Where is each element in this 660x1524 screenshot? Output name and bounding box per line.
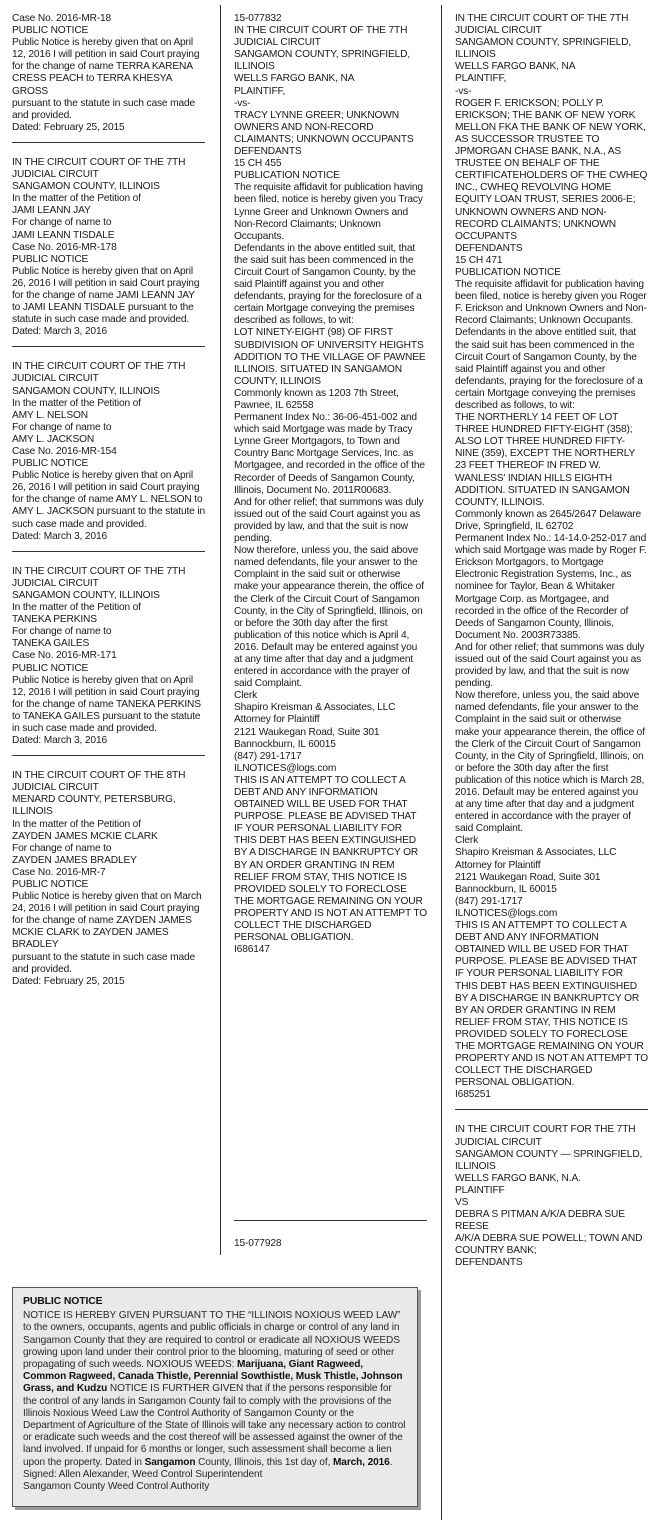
notice-date: March, 2016 xyxy=(333,1456,390,1468)
notice-text: IN THE CIRCUIT COURT OF THE 7TH JUDICIAL CIRCUIT SANGAMON COUNTY, ILLINOIS In the matter of the Petition of TANEKA PERKINS For change of name to TANEKA GAILES Case No. 2016-MR-171 PUBLIC NOTICE Public Notice is hereby given that on April 12, 2016 I will petition in said Court praying for the change of name TANEKA PERKINS to TANEKA GAILES pursuant to the statute in such case made and provided. Dated: March 3, 2016 xyxy=(12,565,201,747)
notice-text: IN THE CIRCUIT COURT FOR THE 7TH JUDICIAL CIRCUIT SANGAMON COUNTY — SPRINGFIELD, ILLINOIS WELLS FARGO BANK, N.A. PLAINTIFF VS DEBRA S PITMAN A/K/A DEBRA SUE REESE A/K/A DEBRA SUE POWELL; TOWN AND COUNTRY BANK; DEFENDANTS xyxy=(455,1124,643,1269)
legal-notices-column-3 xyxy=(455,13,648,1292)
notice-text: IN THE CIRCUIT COURT OF THE 7TH JUDICIAL CIRCUIT SANGAMON COUNTY, SPRINGFIELD, ILLINOIS WELLS FARGO BANK, NA PLAINTIFF, -vs- ROGER F. ERICKSON; POLLY P. ERICKSON; THE BANK OF NEW YORK MELLON FKA THE BANK OF NEW YORK, AS SUCCESSOR TRUSTEE TO JPMORGAN CHASE BANK, N.A., AS TRUSTEE ON BEHALF OF THE CERTIFICATEHOLDERS OF THE CWHEQ INC., CWHEQ REVOLVING HOME EQUITY LOAN TRUST, SERIES 2006-E; UNKNOWN OWNERS AND NON-RECORD CLAIMANTS; UNKNOWN OCCUPANTS DEFENDANTS 15 CH 471 PUBLICATION NOTICE The requisite affidavit for publication having been filed, notice is hereby given you Roger F. Erickson and Unknown Owners and Non-Record Claimants; Unknown Occupants. Defendants in the above entitled suit, that the said suit has been commenced in the Circuit Court of Sangamon County, by the said Plaintiff against you and other defendants, praying for the foreclosure of a certain Mortgage conveying the premises described as follows, to wit: THE NORTHERLY 14 FEET OF LOT THREE HUNDRED FIFTY-EIGHT (358); ALSO LOT THREE HUNDRED FIFTY-NINE (359), EXCEPT THE NORTHERLY 23 FEET THEREOF IN FRED W. WANLESS' INDIAN HILLS EIGHTH ADDITION. SITUATED IN SANGAMON COUNTY, ILLINOIS. Commonly known as 2645/2647 Delaware Drive, Springfield, IL 62702 Permanent Index No.: 14-14.0-252-017 and which said Mortgage was made by Roger F. Erickson Mortgagors, to Mortgage Electronic Registration Systems, Inc., as nominee for Taylor, Bean & Whitaker Mortgage Corp. as Mortgagee, and recorded in the office of the Recorder of Deeds of Sangamon County, Illinois, Document No. 2003R73385. And for other relief; that summons was duly issued out of the said Court against you as provided by law, and that the suit is now pending. Now therefore, unless you, the said above named defendants, file your answer to the Complaint in the said suit or otherwise make your appearance therein, the office of the Clerk of the Circuit Court of Sangamon County, in the City of Springfield, Illinois, on or before the 30th day after the first publication of this notice which is March 28, 2016. Default may be entered against you at any time after that day and a judgment entered in accordance with the prayer of said Complaint. Clerk Shapiro Kreisman & Associates, LLC Attorney for Plaintiff 2121 Waukegan Road, Suite 301 Bannockburn, IL 60015 (847) 291-1717 ILNOTICES@logs.com THIS IS AN ATTEMPT TO COLLECT A DEBT AND ANY INFORMATION OBTAINED WILL BE USED FOR THAT PURPOSE. PLEASE BE ADVISED THAT IF YOUR PERSONAL LIABILITY FOR THIS DEBT HAS BEEN EXTINGUISHED BY A DISCHARGE IN BANKRUPTCY OR BY AN ORDER GRANTING IN REM RELIEF FROM STAY, THIS NOTICE IS PROVIDED SOLELY TO FORECLOSE THE MORTGAGE REMAINING ON YOUR PROPERTY AND IS NOT AN ATTEMPT TO COLLECT THE DISCHARGED PERSONAL OBLIGATION. I685251 xyxy=(455,13,649,1101)
weed-notice-text: . xyxy=(389,1456,393,1468)
weed-notice-text: County, Illinois, this 1st day of, xyxy=(195,1456,333,1468)
name-change-notice-peach-gross xyxy=(12,13,205,143)
foreclosure-notice-greer xyxy=(234,13,427,964)
notice-text: Case No. 2016-MR-18 PUBLIC NOTICE Public Notice is hereby given that on April 12, 2016 I will petition in said Court praying for the change of name TERRA KARENA CRESS PEACH to TERRA KHESYA GROSS pursuant to the statute in such case made and provided. Dated: February 25, 2015 xyxy=(12,13,200,133)
next-notice-case-number: 15-077928 xyxy=(234,1238,282,1249)
name-change-notice-nelson-jackson xyxy=(12,361,205,551)
weed-notice-authority: Sangamon County Weed Control Authority xyxy=(23,1481,210,1493)
weed-notice-text: NOTICE IS FURTHER GIVEN that if the persons responsible for the control of any lands in Sangamon County fail to comply with the provisions of the Illinois Noxious Weed Law the Control Authority of Sangamon County or the Department of Agriculture of the State of Illinois will take any necessary action to control or eradicate such weeds and the cost thereof will be assessed against the owner of the land involved. If unpaid for 6 months or longer, such assessment shall become a lien upon the property. Dated in xyxy=(23,1383,406,1468)
legal-notices-column-2 xyxy=(234,13,427,978)
column-divider-left xyxy=(220,5,221,1255)
legal-notices-column-1 xyxy=(12,13,205,1010)
weed-notice-title: PUBLIC NOTICE xyxy=(23,1296,103,1307)
notice-text: IN THE CIRCUIT COURT OF THE 7TH JUDICIAL CIRCUIT SANGAMON COUNTY, ILLINOIS In the matter of the Petition of JAMI LEANN JAY For change of name to JAMI LEANN TISDALE Case No. 2016-MR-178 PUBLIC NOTICE Public Notice is hereby given that on April 26, 2016 I will petition in said Court praying for the change of name JAMI LEANN JAY to JAMI LEANN TISDALE pursuant to the statute in such case made and provided. Dated: March 3, 2016 xyxy=(12,156,200,338)
foreclosure-notice-pitman xyxy=(455,1124,648,1277)
name-change-notice-perkins-gailes xyxy=(12,566,205,756)
name-change-notice-clark-bradley xyxy=(12,770,205,996)
notice-text: IN THE CIRCUIT COURT OF THE 8TH JUDICIAL CIRCUIT MENARD COUNTY, PETERSBURG, ILLINOIS In the matter of the Petition of ZAYDEN JAMES MCKIE CLARK For change of name to ZAYDEN JAMES BRADLEY Case No. 2016-MR-7 PUBLIC NOTICE Public Notice is hereby given that on March 24, 2016 I will petition in said Court praying for the change of name ZAYDEN JAMES MCKIE CLARK to ZAYDEN JAMES BRADLEY pursuant to the statute in such case made and provided. Dated: February 25, 2015 xyxy=(12,770,202,987)
weed-notice-text: NOTICE IS HEREBY GIVEN PURSUANT TO THE “ILLINOIS NOXIOUS WEED LAW” to the owners, occupants, agents and public officials in charge or control of any land in Sangamon County that they are required to control or eradicate all NOXIOUS WEEDS growing upon land under their control prior to the blooming, maturing of seed or other propagating of such weeds. NOXIOUS WEEDS: xyxy=(23,1310,401,1371)
notice-divider xyxy=(234,1220,427,1221)
column-divider-right xyxy=(441,5,442,1520)
county-name: Sangamon xyxy=(144,1456,196,1468)
weed-list: Marijuana, Giant Ragweed, Common Ragweed, Canada Thistle, Perennial Sowthistle, Musk Thistle, Johnson Grass, and Kudzu xyxy=(23,1359,403,1395)
notice-text: IN THE CIRCUIT COURT OF THE 7TH JUDICIAL CIRCUIT SANGAMON COUNTY, ILLINOIS In the matter of the Petition of AMY L. NELSON For change of name to AMY L. JACKSON Case No. 2016-MR-154 PUBLIC NOTICE Public Notice is hereby given that on April 26, 2016 I will petition in said Court praying for the change of name AMY L. NELSON to AMY L. JACKSON pursuant to the statute in such case made and provided. Dated: March 3, 2016 xyxy=(12,361,205,542)
weed-notice-body xyxy=(23,1310,407,1469)
noxious-weed-notice-box xyxy=(12,1287,418,1507)
weed-notice-signature: Signed: Allen Alexander, Weed Control Superintendent xyxy=(23,1468,263,1480)
notice-text: 15-077832 IN THE CIRCUIT COURT OF THE 7TH JUDICIAL CIRCUIT SANGAMON COUNTY, SPRINGFIELD, ILLINOIS WELLS FARGO BANK, NA PLAINTIFF, -vs- TRACY LYNNE GREER; UNKNOWN OWNERS AND NON-RECORD CLAIMANTS; UNKNOWN OCCUPANTS DEFENDANTS 15 CH 455 PUBLICATION NOTICE The requisite affidavit for publication having been filed, notice is hereby given you Tracy Lynne Greer and Unknown Owners and Non-Record Claimants; Unknown Occupants. Defendants in the above entitled suit, that the said suit has been commenced in the Circuit Court of Sangamon County, by the said Plaintiff against you and other defendants, praying for the foreclosure of a certain Mortgage conveying the premises described as follows, to wit: LOT NINETY-EIGHT (98) OF FIRST SUBDIVISION OF UNIVERSITY HEIGHTS ADDITION TO THE VILLAGE OF PAWNEE ILLINOIS. SITUATED IN SANGAMON COUNTY, ILLINOIS Commonly known as 1203 7th Street, Pawnee, IL 62558 Permanent Index No.: 36-06-451-002 and which said Mortgage was made by Tracy Lynne Greer Mortgagors, to Town and Country Banc Mortgage Services, Inc. as Mortgagee, and recorded in the office of the Recorder of Deeds of Sangamon County, Illinois, Document No. 2011R00683. And for other relief; that summons was duly issued out of the said Court against you as provided by law, and that the suit is now pending. Now therefore, unless you, the said above named defendants, file your answer to the Complaint in the said suit or otherwise make your appearance therein, the office of the Clerk of the Circuit Court of Sangamon County, in the City of Springfield, Illinois, on or before the 30th day after the first publication of this notice which is April 4, 2016. Default may be entered against you at any time after that day and a judgment entered in accordance with the prayer of said Complaint. Clerk Shapiro Kreisman & Associates, LLC Attorney for Plaintiff 2121 Waukegan Road, Suite 301 Bannockburn, IL 60015 (847) 291-1717 ILNOTICES@logs.com THIS IS AN ATTEMPT TO COLLECT A DEBT AND ANY INFORMATION OBTAINED WILL BE USED FOR THAT PURPOSE. PLEASE BE ADVISED THAT IF YOUR PERSONAL LIABILITY FOR THIS DEBT HAS BEEN EXTINGUISHED BY A DISCHARGE IN BANKRUPTCY OR BY AN ORDER GRANTING IN REM RELIEF FROM STAY, THIS NOTICE IS PROVIDED SOLELY TO FORECLOSE THE MORTGAGE REMAINING ON YOUR PROPERTY AND IS NOT AN ATTEMPT TO COLLECT THE DISCHARGED PERSONAL OBLIGATION. I686147 xyxy=(234,13,428,956)
foreclosure-notice-erickson xyxy=(455,13,648,1110)
name-change-notice-jay-tisdale xyxy=(12,157,205,347)
